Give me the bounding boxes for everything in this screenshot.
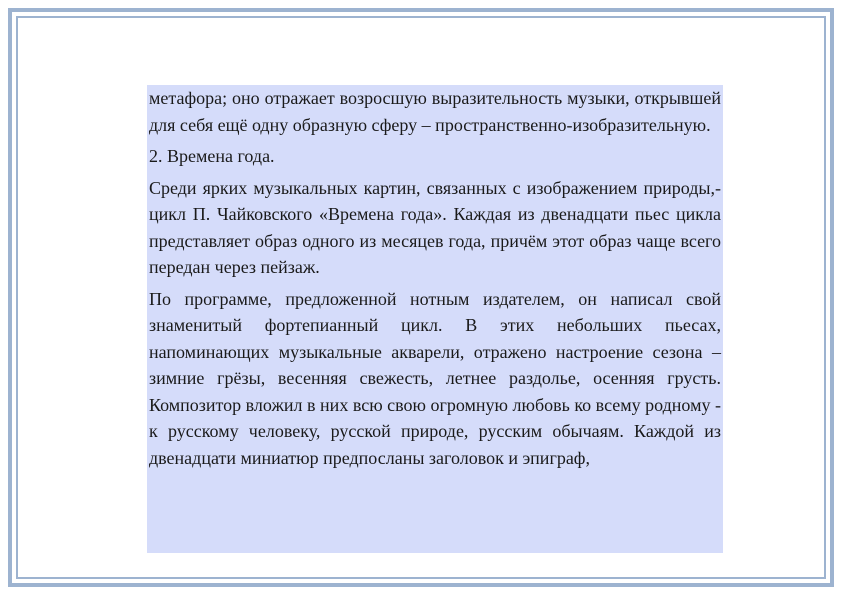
paragraph-program: По программе, предложенной нотным издателем, он написал свой знаменитый фортепианный цикл. В этих небольших пьесах, напоминающих музыкальные акварели, отражено настроение сезона – зимние грёзы, весенняя свежесть, летнее раздолье, осенняя грусть. Композитор вложил в них всю свою огромную любовь ко всему родному - к русскому человеку, русской природе, русским обычаям. Каждой из двенадцати миниатюр предпосланы заголовок и эпиграф, [149, 288, 721, 468]
paragraph-intro: метафора; оно отражает возросшую выразительность музыки, открывшей для себя ещё одну образную сферу – пространственно-изобразительную. [149, 88, 721, 135]
paragraph-tchaikovsky: Среди ярких музыкальных картин, связанных с изображением природы,- цикл П. Чайковского «Времена года». Каждая из двенадцати пьес цикла представляет образ одного из месяцев года, причём этот образ чаще всего передан через пейзаж. [149, 177, 721, 277]
section-heading: 2. Времена года. [149, 146, 275, 166]
text-block [147, 85, 723, 553]
